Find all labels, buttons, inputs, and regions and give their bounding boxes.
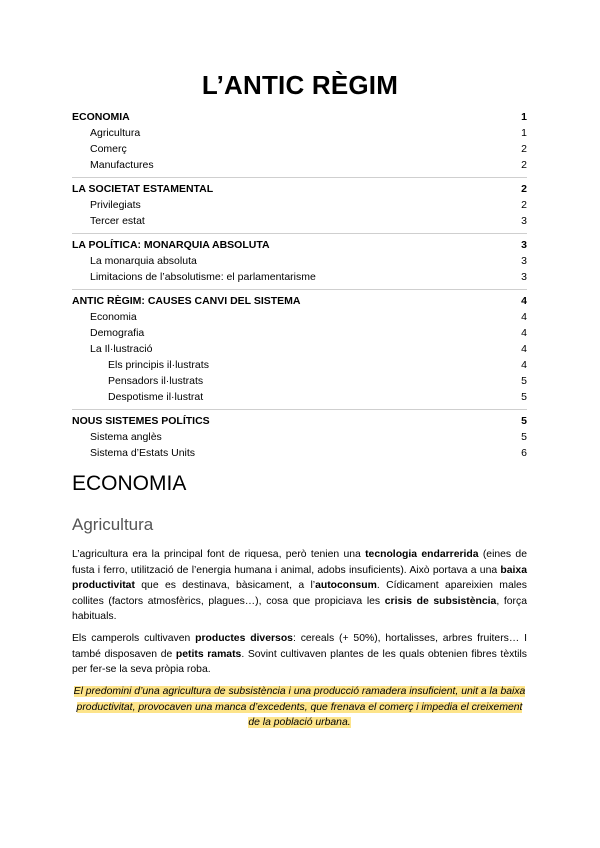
section-heading: ECONOMIA [72,472,187,495]
toc-entry-page: 6 [521,447,527,459]
toc-entry-page: 5 [521,431,527,443]
bold-run: productes diversos [195,633,293,644]
toc-section-entry[interactable] [72,109,527,125]
text-run: . Sovint cultivaven plantes de les quals obtenien fibres tèxtils per fer-se la seva pròpia roba. [72,648,527,676]
toc-entry-label: Agricultura [90,127,141,139]
toc-entry-page: 2 [521,183,527,195]
toc-entry[interactable] [72,197,527,213]
toc-entry-page: 2 [521,143,527,155]
text-run: : cereals (+ 50%), hortalisses, arbres fruiters… I també disposaven de [72,633,527,660]
toc-entry-page: 3 [521,255,527,267]
document-title: L’ANTIC RÈGIM [201,70,399,100]
highlighted-summary [72,684,527,731]
toc-entry[interactable] [72,373,527,389]
toc-entry-label: ECONOMIA [72,111,130,123]
toc-entry-page: 3 [521,239,527,251]
toc-entry-page: 4 [521,359,527,371]
toc-entry[interactable] [72,429,527,445]
toc-entry-page: 3 [521,215,527,227]
text-run: (eines de fusta i ferro, utilització de l’energia humana i animal, adobs insuficients). Això portava a una [72,549,527,576]
toc-entry-label: Despotisme il·lustrat [108,391,204,403]
toc-entry-page: 4 [521,327,527,339]
text-run: L’agricultura era la principal font de riquesa, però tenien una [72,549,366,560]
bold-run: tecnologia endarrerida [365,549,479,560]
toc-entry[interactable] [72,445,527,461]
subsection-heading: Agricultura [72,515,154,534]
toc-section-entry[interactable] [72,177,527,197]
toc-entry-page: 1 [521,127,527,139]
text-run: que es destinava, bàsicament, a l’ [134,580,316,592]
toc-entry-page: 1 [521,111,527,123]
toc-entry-label: La Il·lustració [90,343,153,355]
toc-entry-label: NOUS SISTEMES POLÍTICS [72,415,210,427]
toc-entry-label: ANTIC RÈGIM: CAUSES CANVI DEL SISTEMA [72,295,301,307]
toc-entry[interactable] [72,389,527,405]
toc-entry[interactable] [72,309,527,325]
toc-section-entry[interactable] [72,289,527,309]
toc-section-entry[interactable] [72,233,527,253]
bold-run: crisis de subsistència [384,595,497,607]
bold-run: autoconsum [315,580,377,592]
toc-entry-page: 4 [521,295,527,307]
toc-entry[interactable] [72,341,527,357]
highlighted-text: El predomini d’una agricultura de subsistència i una producció ramadera insuficient, unit a la baixa productivitat, provocaven una manca d’excedents, que frenava el comerç i impedia el creixement de la població urbana. [73,686,526,729]
toc-entry-page: 5 [521,415,527,427]
toc-entry-label: Comerç [90,143,127,155]
toc-entry-label: LA SOCIETAT ESTAMENTAL [72,183,214,195]
toc-entry[interactable] [72,213,527,229]
text-run: , força habituals. [72,595,527,623]
toc-entry-page: 2 [521,159,527,171]
toc-entry-page: 5 [521,391,527,403]
toc-entry-label: Pensadors il·lustrats [108,375,204,387]
toc-entry-label: Privilegiats [90,199,141,211]
toc-section-entry[interactable] [72,409,527,429]
toc-entry-page: 2 [521,199,527,211]
toc-entry-label: Manufactures [90,159,154,171]
toc-entry[interactable] [72,269,527,285]
toc-entry[interactable] [72,125,527,141]
toc-entry[interactable] [72,325,527,341]
toc-entry-page: 5 [521,375,527,387]
toc-entry[interactable] [72,357,527,373]
toc-entry-label: Demografia [90,327,145,339]
table-of-contents [72,109,527,461]
toc-entry-label: Els principis il·lustrats [108,359,209,371]
toc-entry[interactable] [72,157,527,173]
paragraph-agriculture-2 [72,631,527,678]
toc-entry-page: 4 [521,311,527,323]
toc-entry-label: Limitacions de l’absolutisme: el parlamentarisme [90,271,316,283]
text-run: . Cídicament apareixien males collites (factors atmosfèrics, plagues…), cosa que propiciava les [72,580,528,607]
paragraph-agriculture-1 [72,547,527,625]
toc-entry-page: 3 [521,271,527,283]
toc-entry-label: Sistema anglès [90,431,162,443]
bold-run: baixa productivitat [72,564,527,592]
toc-entry-label: LA POLÍTICA: MONARQUIA ABSOLUTA [72,239,270,251]
toc-entry[interactable] [72,253,527,269]
text-run: Els camperols cultivaven [72,633,196,644]
bold-run: petits ramats [175,648,242,660]
toc-entry-label: Economia [90,311,137,323]
toc-entry-label: Tercer estat [90,215,145,227]
toc-entry-label: Sistema d’Estats Units [90,447,196,459]
toc-entry-label: La monarquia absoluta [90,255,197,267]
toc-entry[interactable] [72,141,527,157]
toc-entry-page: 4 [521,343,527,355]
